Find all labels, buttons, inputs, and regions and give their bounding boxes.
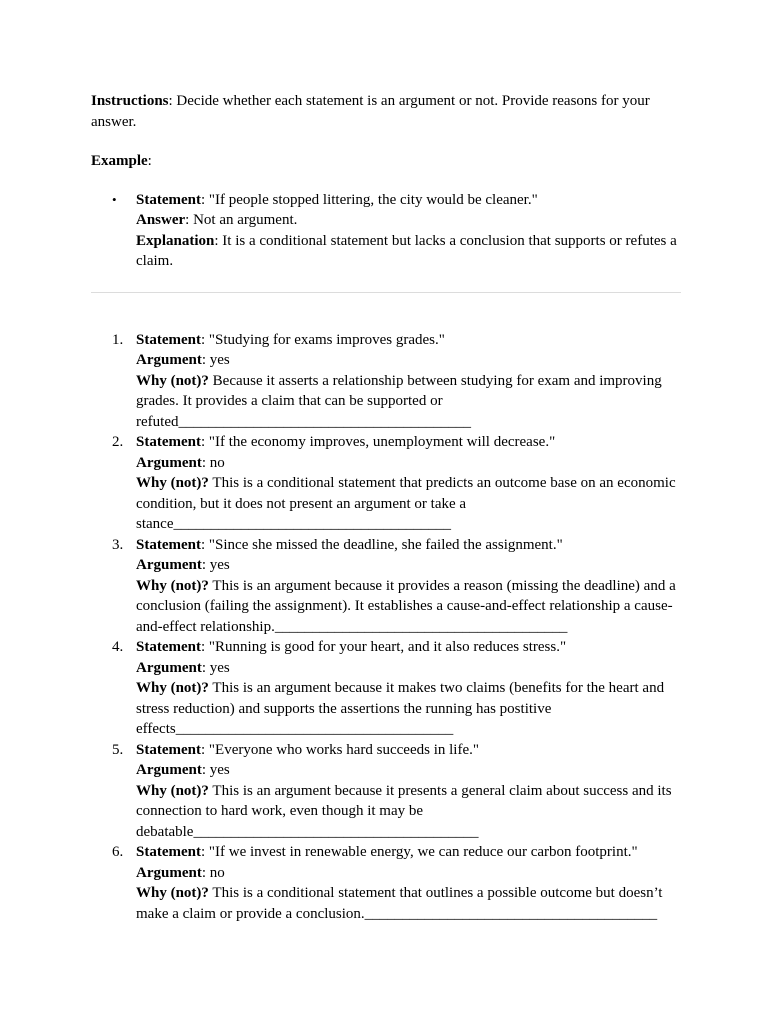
- item-why: [136, 473, 681, 535]
- list-item: [91, 637, 681, 740]
- section-divider: [91, 292, 681, 293]
- item-argument-label: Argument: [136, 352, 202, 368]
- item-why-text: This is an argument because it presents a general claim about success and its connection to hard work, even though it may be debatable______________________________________: [136, 782, 672, 840]
- item-number: 3.: [112, 536, 124, 553]
- example-heading: [91, 151, 681, 172]
- item-number: 5.: [112, 741, 124, 758]
- item-argument-text: : no: [201, 454, 225, 471]
- item-statement-label: Statement: [136, 434, 201, 450]
- item-statement: [136, 330, 681, 351]
- item-why: [136, 678, 681, 740]
- example-answer: [136, 210, 681, 231]
- example-item: [91, 190, 681, 272]
- list-item: [91, 740, 681, 843]
- item-why: [136, 576, 681, 638]
- item-statement: [136, 637, 681, 658]
- item-statement: [136, 740, 681, 761]
- item-argument: [136, 350, 681, 371]
- item-statement-label: Statement: [136, 741, 201, 758]
- instructions-text: : Decide whether each statement is an argument or not. Provide reasons for your answer.: [91, 93, 650, 130]
- instructions-label: Instructions: [91, 93, 169, 109]
- item-statement-text: : "Running is good for your heart, and it also reduces stress.": [200, 639, 567, 655]
- item-argument: [136, 863, 681, 884]
- item-why: [136, 883, 681, 924]
- item-argument: [136, 453, 681, 474]
- item-statement-text: : "Everyone who works hard succeeds in life.": [200, 741, 479, 758]
- item-number: 6.: [112, 844, 124, 860]
- bullet-icon: •: [112, 191, 117, 207]
- example-statement-text: : "If people stopped littering, the city would be cleaner.": [200, 191, 538, 208]
- item-statement-text: : "Studying for exams improves grades.": [200, 331, 445, 348]
- statement-list: [91, 330, 681, 925]
- item-statement: [136, 432, 681, 453]
- item-argument-text: : yes: [201, 352, 230, 368]
- item-number: 1.: [112, 331, 124, 348]
- example-explanation-text: : It is a conditional statement but lacks a conclusion that supports or refutes a claim.: [136, 232, 677, 269]
- item-statement: [136, 842, 681, 863]
- item-argument-label: Argument: [136, 454, 202, 471]
- item-argument-label: Argument: [136, 762, 202, 778]
- item-why-text: This is an argument because it provides a reason (missing the deadline) and a conclusion (failing the assignment). It establishes a cause-and-effect relationship a cause-and-effect relationship._______________________________________: [136, 577, 676, 635]
- item-argument: [136, 658, 681, 679]
- example-heading-label: Example: [91, 153, 148, 169]
- item-why-label: Why (not)?: [136, 680, 209, 696]
- list-item: [91, 842, 681, 924]
- item-number: 2.: [112, 434, 124, 450]
- item-number: 4.: [112, 639, 124, 655]
- item-statement: [136, 535, 681, 556]
- item-why-text: This is an argument because it makes two claims (benefits for the heart and stress reduction) and supports the assertions the running has postitive effects_____________________________________: [136, 680, 665, 737]
- example-explanation-label: Explanation: [136, 232, 215, 249]
- example-statement-label: Statement: [136, 191, 201, 208]
- item-why-label: Why (not)?: [136, 475, 209, 491]
- list-item: [91, 330, 681, 433]
- item-statement-label: Statement: [136, 331, 201, 348]
- item-why-label: Why (not)?: [136, 885, 209, 901]
- item-why: [136, 371, 681, 433]
- instructions-paragraph: [91, 91, 681, 132]
- item-why-text: This is a conditional statement that predicts an outcome base on an economic condition, but it does not present an argument or take a stance_____________________________________: [136, 475, 676, 532]
- example-list: [91, 190, 681, 272]
- item-why-label: Why (not)?: [136, 782, 209, 799]
- item-argument-label: Argument: [136, 659, 202, 676]
- example-statement: [136, 190, 681, 211]
- item-argument-text: : no: [201, 864, 225, 881]
- item-statement-label: Statement: [136, 536, 201, 553]
- item-argument-label: Argument: [136, 864, 202, 881]
- item-argument-text: : yes: [201, 762, 230, 778]
- example-heading-colon: :: [147, 153, 152, 169]
- item-argument-text: : yes: [201, 659, 230, 676]
- list-item: [91, 535, 681, 638]
- item-statement-label: Statement: [136, 639, 201, 655]
- example-answer-text: : Not an argument.: [185, 212, 298, 228]
- item-statement-label: Statement: [136, 844, 201, 860]
- item-statement-text: : "If we invest in renewable energy, we can reduce our carbon footprint.": [200, 844, 638, 860]
- item-why: [136, 781, 681, 843]
- item-why-label: Why (not)?: [136, 372, 209, 389]
- item-why-text: This is a conditional statement that outlines a possible outcome but doesn’t make a claim or provide a conclusion._______________________________________: [136, 885, 663, 922]
- item-argument-text: : yes: [201, 557, 230, 573]
- worksheet-page: [91, 91, 681, 924]
- item-why-label: Why (not)?: [136, 577, 209, 594]
- item-statement-text: : "Since she missed the deadline, she failed the assignment.": [200, 536, 563, 553]
- item-argument: [136, 555, 681, 576]
- item-argument-label: Argument: [136, 557, 202, 573]
- list-item: [91, 432, 681, 535]
- item-statement-text: : "If the economy improves, unemployment will decrease.": [200, 434, 556, 450]
- item-argument: [136, 760, 681, 781]
- example-explanation: [136, 231, 681, 272]
- example-answer-label: Answer: [136, 212, 186, 228]
- item-why-text: Because it asserts a relationship between studying for exam and improving grades. It provides a claim that can be supported or refuted_______________________________________: [136, 372, 662, 430]
